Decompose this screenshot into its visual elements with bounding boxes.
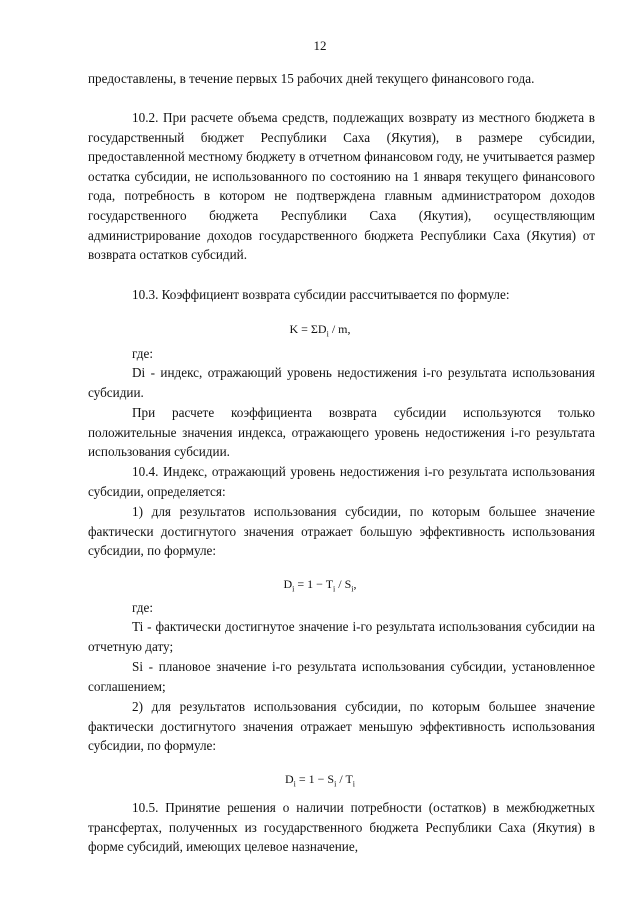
formula-index-case-2 [0,771,640,787]
formula1-lhs: K = ΣD [289,322,327,336]
formula2-div: / S [335,577,352,591]
formula3-c-sub: i [352,779,356,789]
formula3-a-sub: i [293,779,296,789]
formula2-b-sub: i [333,584,336,594]
formula2-a-sub: i [292,584,295,594]
paragraph-case-2: 2) для результатов использования субсидии, по которым большее значение фактически достигнутого значения отражает меньшую эффективность использования субсидии, по формуле: [88,699,595,754]
page-number: 12 [313,38,327,53]
paragraph-10-4: 10.4. Индекс, отражающий уровень недостижения i-го результата использования субсидии, определяется: [88,464,595,499]
definition-t: Ti - фактически достигнутое значение i-го результата использования субсидии на отчетную дату; [88,619,595,654]
formula-index-case-1 [0,576,640,592]
definition-d: Di - индекс, отражающий уровень недостижения i-го результата использования субсидии. [88,365,595,400]
paragraph-positive-values: При расчете коэффициента возврата субсидии используются только положительные значения индекса, отражающего уровень недостижения i-го результата использования субсидии. [88,405,595,460]
formula2-a: D [283,577,293,591]
definition-s: Si - плановое значение i-го результата использования субсидии, установленное соглашением; [88,659,595,694]
paragraph-case-1: 1) для результатов использования субсидии, по которым большее значение фактически достигнутого значения отражает большую эффективность использования субсидии, по формуле: [88,504,595,559]
formula2-mid: = 1 − T [294,577,334,591]
paragraph-continuation: предоставлены, в течение первых 15 рабочих дней текущего финансового года. [88,71,535,86]
formula3-b-sub: i [334,779,337,789]
formula3-div: / T [336,772,353,786]
paragraph-10-2: 10.2. При расчете объема средств, подлежащих возврату из местного бюджета в государственный бюджет Республики Саха (Якутия), в размере субсидии, предоставленной местному бюджету в отчетном финансовом году, не учитывается размер остатка субсидии, не использованного по состоянию на 1 января текущего финансового года, потребность в котором не подтверждена главным администратором доходов государственного бюджета Республики Саха (Якутия), осуществляющим администрирование доходов государственного бюджета Республики Саха (Якутия) от возврата остатков субсидий. [88,110,595,263]
where-label-2: где: [132,600,153,615]
formula1-sub: i [326,329,329,339]
paragraph-10-3: 10.3. Коэффициент возврата субсидии рассчитывается по формуле: [132,287,510,302]
formula3-a: D [284,772,294,786]
formula1-tail: , [347,322,351,336]
formula2-tail: , [353,577,357,591]
formula2-c-sub: i [351,584,354,594]
paragraph-10-5: 10.5. Принятие решения о наличии потребности (остатков) в межбюджетных трансфертах, полученных из государственного бюджета Республики Саха (Якутия) в форме субсидий, имеющих целевое назначение, [88,800,595,855]
formula3-mid: = 1 − S [295,772,335,786]
where-label-1: где: [132,346,153,361]
formula-return-coefficient [0,321,640,337]
formula1-rhs: / m [328,322,348,336]
